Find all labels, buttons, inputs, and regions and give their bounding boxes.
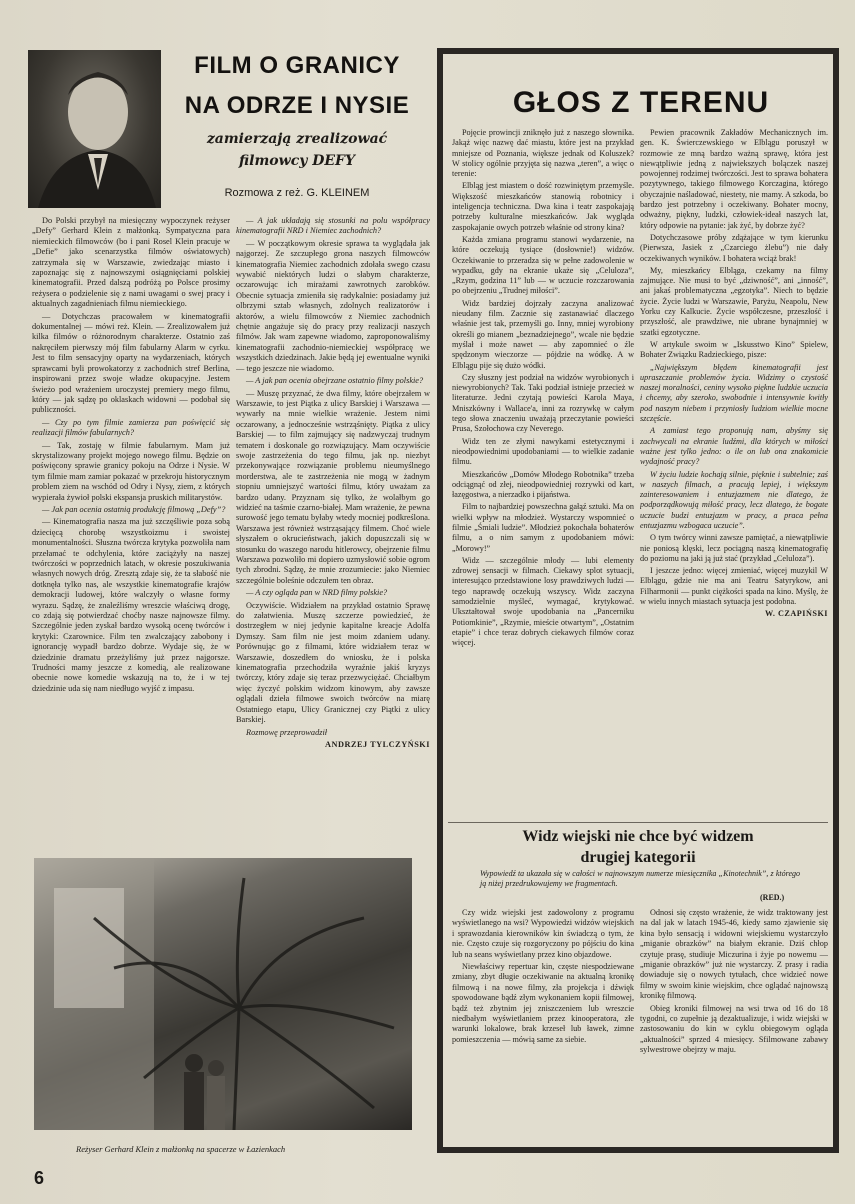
- article2-author: W. CZAPIŃSKI: [764, 609, 828, 619]
- article1-column-1: [32, 216, 230, 851]
- paragraph: Niewłaściwy repertuar kin, częste niespodziewane zmiany, zbyt długie oczekiwanie na aktualną kronikę filmową i na nowe filmy, zła projekcja i dźwięk spowodowane bądź złym wykonaniem kopii filmowej, bądź też zbytnim jej zniszczeniem lub wreszcie niedbałym wyświetlaniem przez kinooperatora, złe warunki lokalowe, brak krzeseł lub ławek, zimne pomieszczenia — mówią same za siebie.: [452, 962, 634, 1044]
- article2-column-2: [640, 128, 828, 818]
- credit: Rozmowę przeprowadził: [246, 727, 328, 737]
- article1-title-line2: NA ODRZE I NYSIE: [184, 92, 410, 119]
- article1-subtitle-line2: filmowcy DEFY: [239, 153, 355, 169]
- paragraph: I jeszcze jedno: więcej zmieniać, więcej muzykil W Elblągu, gdzie nie ma ani Teatru Satyrykow, ani Filharmonii — punkt ciężkości spada na kino. Myślę, że w wielu innych miastach sytuacja jest podobna.: [640, 566, 828, 607]
- paragraph: W artykule swoim w „Iskusstwo Kino” Spielew, Bohater Związku Radzieckiego, pisze:: [640, 339, 828, 360]
- paragraph: — Muszę przyznać, że dwa filmy, które obejrzałem w Warszawie, to jest Piątka z ulicy Barskiej i Warszawa — wywarły na mnie wielkie wrażenie. Jestem nimi oczarowany, a jednocześnie wstrząśnięty. Piątka z ulicy Barskiej — to film zajmujący się nadzwyczaj trudnym tematem i doskonale go rozwiązujący. Mam oczywiście swoje zastrzeżenia do tego filmu, jak np. niezbyt przekonywające rozwiązanie problemu nieumyślnego morderstwa, ale te zastrzeżenia nie mogą w żadnym stopniu umniejszyć wartości filmu, który uważam za bardzo udany. Przyznam się tylko, że wolałbym go widzieć na taśmie czarno-białej. Mam wrażenie, że pewna surowość jego tematu byłaby wtedy mocniej podkreślona. Warszawa jest również wstrząsający filmem. Choć wiele słyszałem o okrucieństwach, jakich dopuszczali się w stosunku do waszego narodu hitlerowcy, obejrzenie filmu Warszawa pozwoliło mi dopiero uzmysłowić sobie ogrom tych zbrodni. Sądzę, że mnie zrozumiecie: jako Niemiec szczególnie boleśnie odczułem ten obraz.: [236, 388, 430, 585]
- paragraph: — W początkowym okresie sprawa ta wyglądała jak najgorzej. Ze szczupłego grona naszych filmowców kinematografia Niemiec zachodnich zdołała swego czasu wywabić niektórych ludzi o słabym charakterze, oczarowując ich mirażami zawrotnych zarobków. Obecnie sytuacja zmieniła się radykalnie: posiadamy już olbrzymi sztab własnych, zdolnych realizatorów i aktorów, a wielu filmowców z Niemiec zachodnich chętnie angażuje się do pracy przy realizacji naszych filmów. Jak wam zapewne wiadomo, zaproponowaliśmy kinematografii zachodnio-niemieckiej współpracę we wszystkich dziedzinach. Jakie będą jej ewentualne wyniki — tego jeszcze nie wiadomo.: [236, 238, 430, 373]
- article3-column-2: [640, 908, 828, 1138]
- article3-intro-credit: (RED.): [760, 893, 785, 902]
- article1-author: ANDRZEJ TYLCZYŃSKI: [325, 739, 430, 749]
- article1-subtitle-line1: zamierzają zrealizować: [206, 131, 388, 147]
- paragraph: — Dotychczas pracowałem w kinematografii dokumentalnej — mówi reż. Klein. — Zrealizowałem już kilka filmów o różnorodnym charakterze. Ostatnio zaś nakręciłem pierwszy mój film fabularny Alarm w cyrku. Jest to film sensacyjny oparty na wydarzeniach, których sprawcami byli prowokatorzy z zachodnich stref Berlina, inspirowani przez swoje władze okupacyjne. Jestem świeżo pod wrażeniem uroczystej premiery mego filmu, który — jak sądzę po oklaskach widowni — podobał się publiczności.: [32, 311, 230, 415]
- article3-title: [448, 826, 828, 868]
- paragraph: — Kinematografia nasza ma już szczęśliwie poza sobą dziecięcą chorobę wszystkoizmu i swoistej monumentalności. Słuszna twórcza krytyka pozwoliła nam przełamać te odchylenia, które zaciążyły na naszej twórczości w poprzednich latach, w okresie poszukiwania własnych nowych dróg. Zresztą zdaje się, że ta słabość nie dotknęła tylko nas, ale wszystkie kinematografie krajów demokracji ludowej, które walczyły o własne formy wyrazu. Sądzę, że znaleźliśmy wreszcie właściwą drogę, co zdają się potwierdzać choćby nasze najnowsze filmy. Szczególnie jeden zyskał bardzo wysoką ocenę twórców i krytyki: Czarownice. Film ten zwalczający zabobony i ignorancję wypadł bardzo dobrze. Wydaje się, że w dziedzinie dramatu przeżyliśmy już przez najgorsze. Trudności mamy jeszcze z komedią, ale realizowane obecnie nowe komedie wskazują na to, że i w tej dziedzinie uda się nam niedługo wyjść z impasu.: [32, 517, 230, 693]
- paragraph: Dotychczasowe próby zdążające w tym kierunku (Pierwsza, Jasiek z „Czarciego żlebu”) nie dały oczekiwanych wyników. I bohatera wciąż brak!: [640, 232, 828, 263]
- question: — A jak pan ocenia obejrzane ostatnio filmy polskie?: [246, 376, 424, 386]
- question: — A jak układają się stosunki na polu współpracy kinematografii NRD i Niemiec zachodnich?: [236, 216, 430, 236]
- paragraph: Obieg kroniki filmowej na wsi trwa od 16 do 18 tygodni, co zupełnie ją dezaktualizuje, i widz wiejski w zastosowaniu do kin w cyklu obiegowym ogląda „aktualności” sprzed 4 miesięcy. Sfilmowane zabawy sylwestrowe obejrzy w maju.: [640, 1003, 828, 1055]
- article1-title: [166, 46, 428, 126]
- article2-column-1: [452, 128, 634, 818]
- quote: A zamiast tego proponują nam, abyśmy się zachwycali na ekranie ludźmi, dla których w miłości ważne jest tylko jedno: o ile on lub ona znakomicie wydajność pracy?: [640, 426, 828, 467]
- quote: W życiu ludzie kochają silnie, pięknie i subtelnie; zaś w naszych filmach, a pracują lepiej, i większym zainteresowaniem i entuzjazmem nie dlatego, że podporządkowują miłość pracy, lecz dlatego, że bogate uczucie budzi entuzjazm w pracy, a praca pełna entuzjazmu wzbogaca uczucie”.: [640, 469, 828, 530]
- question: — Czy po tym filmie zamierza pan poświęcić się realizacji filmów fabularnych?: [32, 417, 230, 438]
- palm-scene: [34, 858, 412, 1130]
- quote: „Największym błędem kinematografii jest upraszczanie problemów życia. Widzimy o czystość naszej moralności, ceniny wysoko piękne ludzkie uczucia i chcemy, aby szeroko, swobodnie i intensywnie kwitły pod naszym niebem i przyniosły ludziom wielkie mocne szczęście.: [640, 362, 828, 424]
- paragraph: Widz — szczególnie młody — lubi elementy zdrowej sensacji w filmach. Ciekawy splot sytuacji, interesująco przedstawione losy prawdziwych ludzi — tego naprawdę oczekują wszyscy. Widz zaczyna samodzielnie myśleć, wymagać, krytykować. Ukształtował swoje upodobania na „Pancerniku Potiomkinie”, „Rzymie, mieście otwartym”, „Ostatnim etapie” i chce teraz dobrych ciekawych filmów coraz więcej.: [452, 555, 634, 648]
- paragraph: — Tak, zostaję w filmie fabularnym. Mam już skrystalizowany projekt mojego nowego filmu. Będzie on poświęcony sprawie granicy pokoju na Odrze i Nysie. W tym filmie mam zamiar pokazać w przekroju historycznym problem ziem na wschód od Odry i Nysy, ziem, z których wypierała żywioł polski ekspansja pruskich militarystów.: [32, 440, 230, 502]
- article2-title: GŁOS Z TERENU: [512, 86, 770, 119]
- paragraph: Widz bardziej dojrzały zaczyna analizować nieudany film. Zacznie się zastanawiać dlaczego właśnie jest tak, przemyśli go. Inny, mniej wyrobiony określi go mianem „beznadziejnego”, wcale nie będzie myślał i może nawet — aby zapomnieć o źle spędzonym wieczorze — pójdzie na wódkę. A w Elblągu pije się dużo wódki.: [452, 298, 634, 370]
- article1-byline: Rozmowa z reż. G. KLEINEM: [224, 187, 370, 199]
- paragraph: Pewien pracownik Zakładów Mechanicznych im. gen. K. Świerczewskiego w Elblągu poruszył w rozmowie ze mną bardzo ważną sprawę, która jest niewątpliwie jedną z najwiekszych bolączek naszej powojennej rodzimej twórczości. Jest to sprawa bohatera pozytywnego, takiego filmowego Korczagina, którego obyczajnie naśladować, niestety, nie mamy. A szkoda, bo bardzo jest potrzebny i oczekiwany. Bohater mocny, odważny, piękny, ludzki, człowiek-ideał naszych lat, który odpowie na pytanie: jak żyć, by dobrze żyć?: [640, 128, 828, 230]
- paragraph: Do Polski przybył na miesięczny wypoczynek reżyser „Defy” Gerhard Klein z małżonką. Sympatyczna para niemieckich filmowców (bo i pani Rosel Klein pracuje w „Defie” jako scenarzystka filmów oświatowych) zatrzymała się w Warszawie, zwiedzając miasto i zapoznając się z najnowszymi osiągnięciami polskiej kinematografii. Przed dalszą podróżą po Polsce prosimy reżysera o podzielenie się z nami uwagami o swej pracy i aktualnych zagadnieniach filmu niemieckiego.: [32, 216, 230, 309]
- question: — Jak pan ocenia ostatnią produkcję filmową „Defy”?: [42, 504, 226, 514]
- section-divider: [448, 822, 828, 823]
- portrait-photo: [28, 50, 161, 208]
- paragraph: Czy słuszny jest podział na widzów wyrobionych i niewyrobionych? Tak. Taki podział istnieje przecież w literaturze. Jedni czytają powieści Karola Maya, Mniszkówny i Wallace'a, inni za rozrywkę w całym tego słowa znaczeniu uważają przeczytanie powieści Prusa, Szołochowa czy Neverego.: [452, 372, 634, 434]
- paragraph: Film to najbardziej powszechna gałąź sztuki. Ma on wielki wpływ na młodzież. Wystarczy wspomnieć o filmie „Śmiali ludzie”. Młodzież pokochała bohaterów filmu, a o nim samym z upodobaniem mówi: „Morowy!”: [452, 502, 634, 553]
- question: — A czy ogląda pan w NRD filmy polskie?: [246, 588, 388, 598]
- page-number: 6: [34, 1168, 45, 1188]
- paragraph: Oczywiście. Widziałem na przykład ostatnio Sprawę do załatwienia. Muszę szczerze powiedzieć, że dostrzegłem w niej jedynie kapitalne kreacje Adolfa Dymszy. Sam film nie jest moim zdaniem udany. Porównując go z filmami, które widziałem teraz w Warszawie, doszedłem do wniosku, że i polska kinematografia przechodziła wyraźnie jakiś kryzys twórczy, który zdaje się teraz przezwyciężać. Chciałbym więc życzyć polskim widzom kinowym, aby zawsze oglądali dzieła filmowe swoich twórców na miarę Ostatniego etapu, Ulicy Granicznej czy Piątki z ulicy Barskiej.: [236, 600, 430, 725]
- article1-column-2: [236, 216, 430, 851]
- paragraph: O tym twórcy winni zawsze pamiętać, a niewątpliwie nie poniosą klęski, lecz pociągną naszą kinematografię do poziomu na jaki ją już stać (przykład „Celuloza”).: [640, 533, 828, 563]
- paragraph: Elbląg jest miastem o dość rozwiniętym przemyśle. Większość mieszkańców stanowią robotnicy i inteligencja techniczna. Dwa kina i teatr zaspokajają potrzeby kulturalne mieszkańców. Jak wygląda zaspokajanie owych potrzeb właśnie od strony kina?: [452, 181, 634, 232]
- paragraph: Każda zmiana programu stanowi wydarzenie, na które oczekują tysiące (dosłownie!) widzów. Oczekiwanie to przeradza się w pełne zadowolenie w wypadku, gdy na ekranie ukaże się „Celuloza”, „Rzym, godzina 11” lub — w uczucie rozczarowania po obejrzeniu „Trudnej miłości”.: [452, 234, 634, 296]
- article1-title-line1: FILM O GRANICY: [194, 52, 400, 79]
- portrait-figure: [28, 50, 161, 208]
- article3-intro: Wypowiedź ta ukazała się w całości w najnowszym numerze miesięcznika „Kinotechnik”, z którego ją niżej przedrukowujemy we fragmentach.: [480, 869, 800, 889]
- paragraph: Widz ten ze złymi nawykami estetycznymi i nieodpowiednimi upodobaniami — to wielkie zadanie filmu.: [452, 436, 634, 467]
- photo-caption: Reżyser Gerhard Klein z małżonką na spacerze w Łazienkach: [76, 1144, 286, 1154]
- paragraph: Czy widz wiejski jest zadowolony z programu wyświetlanego na wsi? Wypowiedzi widzów wiejskich i sprawozdania kierowników kin świadczą o tym, że nie. Często czuje się rozgoryczony po pójściu do kina lub na seans wyświetlany przez kino objazdowe.: [452, 908, 634, 959]
- article3-title-line1: Widz wiejski nie chce być widzem: [522, 828, 754, 845]
- paragraph: My, mieszkańcy Elbląga, czekamy na filmy zajmujące. Nie musi to być „dziwność”, ani „inność”, ani jakaś problematyczna „egzotyka”. Niech to będzie życie. Życie ludzi w Warszawie, Paryżu, Neapolu, New Yorku czy Kalkucie. Życie współczesne, przeszłość i przyszłość, ale prawdziwe, nie ubrane bynajmniej w szatki egzotyczne.: [640, 265, 828, 337]
- article3-title-line2: drugiej kategorii: [580, 849, 696, 866]
- paragraph: Mieszkańców „Domów Młodego Robotnika” trzeba odciągnąć od złej, nieodpowiedniej rozrywki od kart, łazęgostwa, a nierzadko i pijaństwa.: [452, 469, 634, 500]
- paragraph: Pojęcie prowincji zniknęło już z naszego słownika. Jakąż więc nazwę dać miastu, które jest na przykład mniejsze od Poznania, większe jednak od Koluszek? W stolicy ogólnie przyjęta się nazwa „teren”, a więc o terenie:: [452, 128, 634, 179]
- paragraph: Odnosi się często wrażenie, że widz traktowany jest na dal jak w latach 1945-46, kiedy samo zjawienie się kina było sensacją i widowni wiejskiemu wystarczyło „miganie obrazków” na białym ekranie. Dziś chłop czytuje prasę, studiuje Miczurina i żyje po nowemu — „miganie obrazków” już nie wystarczy. Z prasy i radia dowiaduje się o nowych tytułach, chce widzieć nowe filmy w swoim kinie wiejskim, chce oglądać najnowszą kronikę filmową.: [640, 908, 828, 1001]
- article1-subtitle: [166, 128, 428, 172]
- article3-column-1: [452, 908, 634, 1138]
- park-photo: [34, 858, 412, 1130]
